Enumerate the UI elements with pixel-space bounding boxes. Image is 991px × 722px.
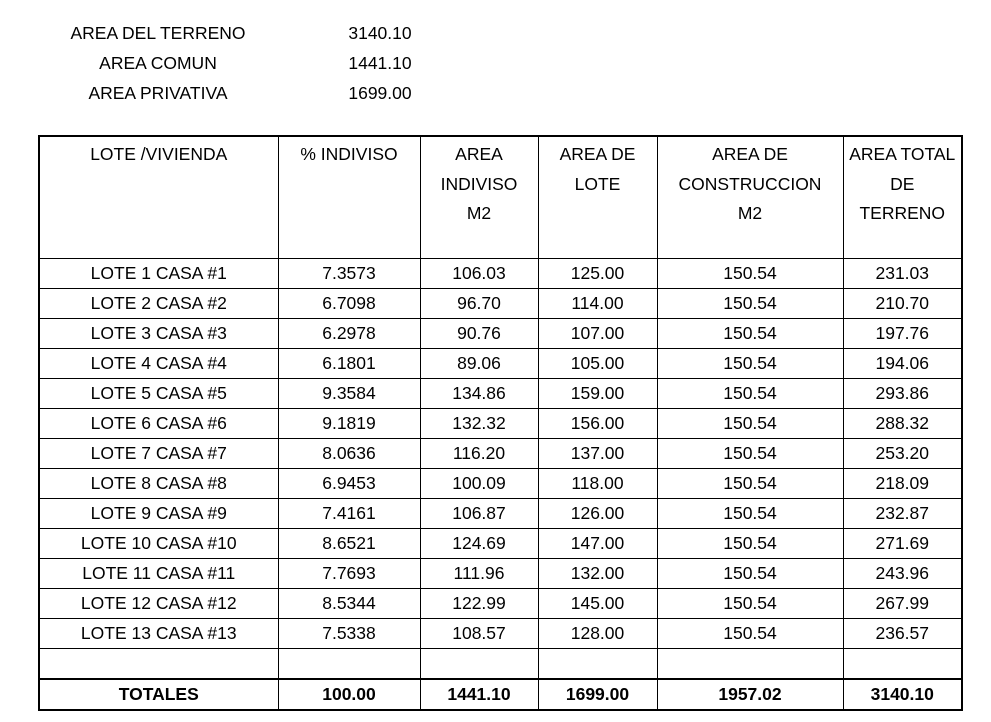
area-summary xyxy=(0,18,460,108)
cell-indiviso: 9.3584 xyxy=(278,379,420,409)
header-area-lote xyxy=(538,136,657,259)
cell-lote: LOTE 2 CASA #2 xyxy=(39,289,278,319)
summary-label: AREA COMUN xyxy=(99,53,217,73)
cell-indiviso: 6.7098 xyxy=(278,289,420,319)
cell-area-indiviso: 96.70 xyxy=(420,289,538,319)
cell-area-construccion: 150.54 xyxy=(657,559,843,589)
cell-area-lote: 137.00 xyxy=(538,439,657,469)
cell-lote: LOTE 4 CASA #4 xyxy=(39,349,278,379)
cell-area-indiviso: 134.86 xyxy=(420,379,538,409)
cell-area-construccion: 150.54 xyxy=(657,319,843,349)
cell-lote: LOTE 3 CASA #3 xyxy=(39,319,278,349)
cell-area-total: 253.20 xyxy=(843,439,962,469)
cell-lote: LOTE 9 CASA #9 xyxy=(39,499,278,529)
cell-area-indiviso: 116.20 xyxy=(420,439,538,469)
totals-value: 1441.10 xyxy=(420,679,538,710)
cell-lote: LOTE 10 CASA #10 xyxy=(39,529,278,559)
cell-area-construccion: 150.54 xyxy=(657,499,843,529)
header-area-indiviso xyxy=(420,136,538,259)
cell-indiviso: 6.1801 xyxy=(278,349,420,379)
cell-area-lote: 128.00 xyxy=(538,619,657,649)
table-row xyxy=(39,259,962,289)
cell-area-indiviso: 111.96 xyxy=(420,559,538,589)
header-line: TERRENO xyxy=(859,203,946,223)
totals-value: 1699.00 xyxy=(538,679,657,710)
totals-value: 100.00 xyxy=(278,679,420,710)
cell-area-lote: 107.00 xyxy=(538,319,657,349)
cell-area-construccion: 150.54 xyxy=(657,529,843,559)
blank-cell xyxy=(843,649,962,680)
cell-area-indiviso: 100.09 xyxy=(420,469,538,499)
cell-area-total: 243.96 xyxy=(843,559,962,589)
cell-lote: LOTE 5 CASA #5 xyxy=(39,379,278,409)
cell-indiviso: 8.5344 xyxy=(278,589,420,619)
blank-cell xyxy=(278,649,420,680)
header-line: INDIVISO xyxy=(440,173,518,194)
cell-indiviso: 7.4161 xyxy=(278,499,420,529)
lotes-table xyxy=(38,135,963,711)
header-area-construccion xyxy=(657,136,843,259)
cell-area-total: 218.09 xyxy=(843,469,962,499)
cell-area-lote: 114.00 xyxy=(538,289,657,319)
cell-area-lote: 118.00 xyxy=(538,469,657,499)
cell-area-indiviso: 122.99 xyxy=(420,589,538,619)
table-row xyxy=(39,439,962,469)
header-line: AREA TOTAL xyxy=(849,144,956,164)
summary-row-terreno xyxy=(0,18,460,48)
cell-area-lote: 159.00 xyxy=(538,379,657,409)
header-row xyxy=(39,136,962,259)
cell-area-lote: 105.00 xyxy=(538,349,657,379)
blank-cell xyxy=(657,649,843,680)
header-line: AREA DE xyxy=(559,144,636,164)
cell-area-indiviso: 108.57 xyxy=(420,619,538,649)
cell-indiviso: 7.5338 xyxy=(278,619,420,649)
table-row xyxy=(39,469,962,499)
cell-area-indiviso: 132.32 xyxy=(420,409,538,439)
cell-area-construccion: 150.54 xyxy=(657,289,843,319)
cell-area-total: 271.69 xyxy=(843,529,962,559)
cell-area-construccion: 150.54 xyxy=(657,409,843,439)
cell-area-construccion: 150.54 xyxy=(657,469,843,499)
totals-row xyxy=(39,679,962,710)
cell-area-total: 194.06 xyxy=(843,349,962,379)
cell-area-construccion: 150.54 xyxy=(657,619,843,649)
cell-area-lote: 147.00 xyxy=(538,529,657,559)
summary-label: AREA DEL TERRENO xyxy=(70,23,246,43)
cell-area-construccion: 150.54 xyxy=(657,379,843,409)
summary-value: 3140.10 xyxy=(348,23,412,43)
cell-lote: LOTE 13 CASA #13 xyxy=(39,619,278,649)
totals-value: 1957.02 xyxy=(657,679,843,710)
cell-area-lote: 125.00 xyxy=(538,259,657,289)
header-line: % INDIVISO xyxy=(300,144,398,164)
summary-label: AREA PRIVATIVA xyxy=(88,83,228,103)
totals-label: TOTALES xyxy=(39,679,278,710)
cell-area-lote: 156.00 xyxy=(538,409,657,439)
table-header xyxy=(39,136,962,259)
header-line: M2 xyxy=(466,203,492,223)
cell-lote: LOTE 1 CASA #1 xyxy=(39,259,278,289)
cell-area-construccion: 150.54 xyxy=(657,349,843,379)
cell-lote: LOTE 6 CASA #6 xyxy=(39,409,278,439)
table-row xyxy=(39,349,962,379)
cell-lote: LOTE 11 CASA #11 xyxy=(39,559,278,589)
cell-indiviso: 9.1819 xyxy=(278,409,420,439)
summary-value: 1699.00 xyxy=(348,83,412,103)
table-row xyxy=(39,409,962,439)
cell-area-total: 267.99 xyxy=(843,589,962,619)
header-line: AREA xyxy=(455,144,503,164)
cell-lote: LOTE 7 CASA #7 xyxy=(39,439,278,469)
cell-area-total: 197.76 xyxy=(843,319,962,349)
cell-area-total: 210.70 xyxy=(843,289,962,319)
cell-area-indiviso: 124.69 xyxy=(420,529,538,559)
cell-area-total: 232.87 xyxy=(843,499,962,529)
table-row xyxy=(39,529,962,559)
summary-row-comun xyxy=(0,48,460,78)
cell-area-lote: 132.00 xyxy=(538,559,657,589)
header-line: LOTE /VIVIENDA xyxy=(90,144,228,164)
cell-area-total: 231.03 xyxy=(843,259,962,289)
blank-cell xyxy=(420,649,538,680)
table-row xyxy=(39,559,962,589)
blank-row xyxy=(39,649,962,680)
cell-area-indiviso: 106.87 xyxy=(420,499,538,529)
cell-lote: LOTE 8 CASA #8 xyxy=(39,469,278,499)
cell-area-lote: 126.00 xyxy=(538,499,657,529)
blank-cell xyxy=(39,649,278,680)
header-line: LOTE xyxy=(574,173,621,194)
header-area-total xyxy=(843,136,962,259)
cell-indiviso: 6.2978 xyxy=(278,319,420,349)
header-line: M2 xyxy=(737,203,763,223)
table-row xyxy=(39,499,962,529)
table-row xyxy=(39,379,962,409)
cell-area-total: 288.32 xyxy=(843,409,962,439)
summary-row-privativa xyxy=(0,78,460,108)
cell-lote: LOTE 12 CASA #12 xyxy=(39,589,278,619)
table-row xyxy=(39,589,962,619)
cell-area-construccion: 150.54 xyxy=(657,589,843,619)
cell-indiviso: 7.7693 xyxy=(278,559,420,589)
cell-area-total: 236.57 xyxy=(843,619,962,649)
summary-value: 1441.10 xyxy=(348,53,412,73)
table-row xyxy=(39,289,962,319)
header-line: AREA DE xyxy=(712,144,788,164)
cell-area-total: 293.86 xyxy=(843,379,962,409)
cell-indiviso: 8.0636 xyxy=(278,439,420,469)
cell-indiviso: 7.3573 xyxy=(278,259,420,289)
header-line: CONSTRUCCION xyxy=(678,173,822,194)
blank-cell xyxy=(538,649,657,680)
table-row xyxy=(39,319,962,349)
cell-area-lote: 145.00 xyxy=(538,589,657,619)
header-lote-vivienda xyxy=(39,136,278,259)
cell-area-indiviso: 89.06 xyxy=(420,349,538,379)
header-line: DE xyxy=(890,173,915,194)
cell-area-construccion: 150.54 xyxy=(657,439,843,469)
cell-area-indiviso: 106.03 xyxy=(420,259,538,289)
cell-area-indiviso: 90.76 xyxy=(420,319,538,349)
cell-indiviso: 8.6521 xyxy=(278,529,420,559)
table-body xyxy=(39,259,962,711)
cell-indiviso: 6.9453 xyxy=(278,469,420,499)
totals-value: 3140.10 xyxy=(843,679,962,710)
cell-area-construccion: 150.54 xyxy=(657,259,843,289)
header-indiviso xyxy=(278,136,420,259)
table-row xyxy=(39,619,962,649)
